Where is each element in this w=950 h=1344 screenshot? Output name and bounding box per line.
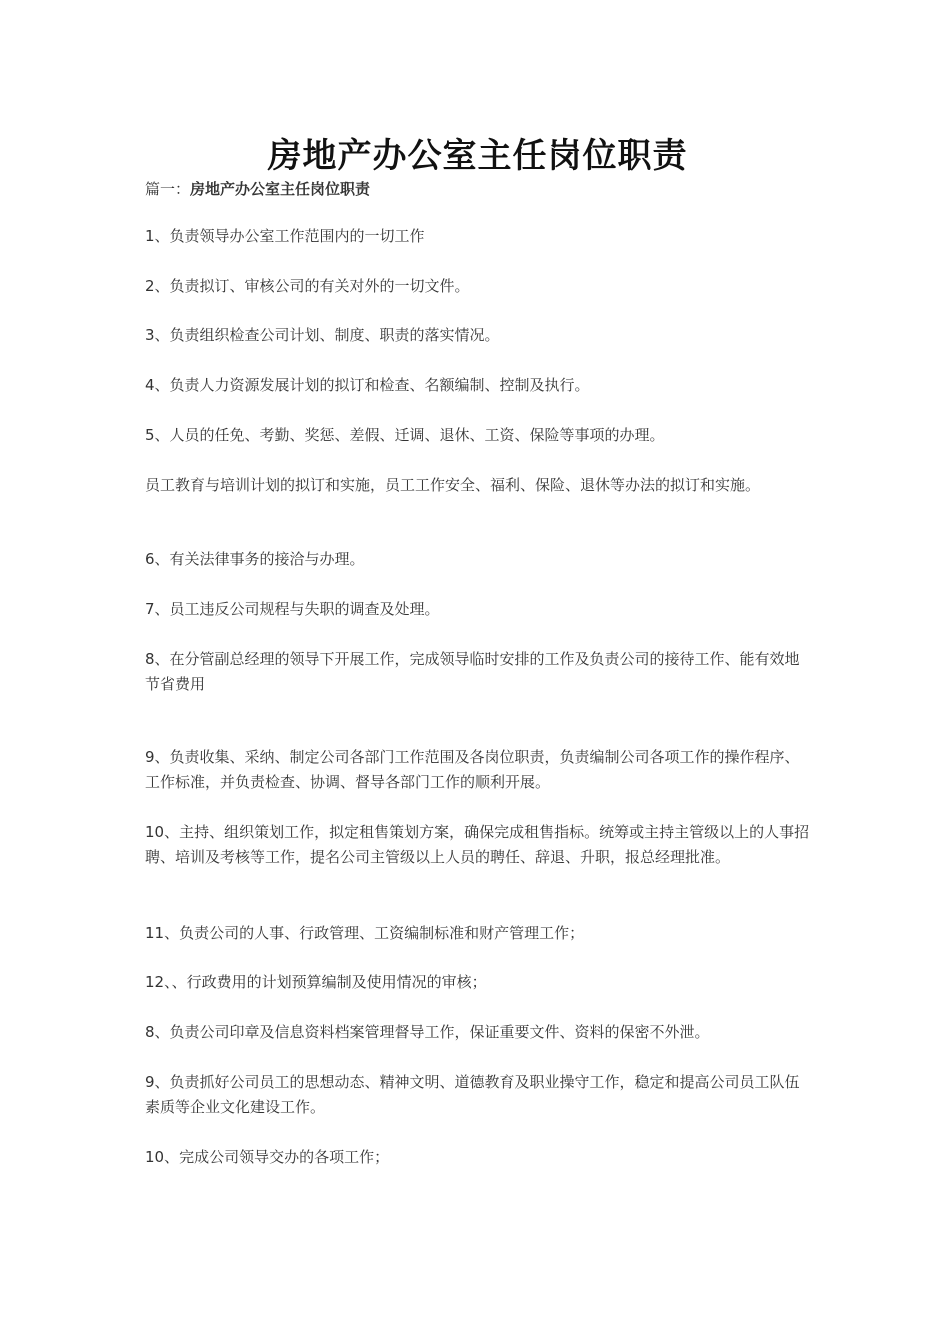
paragraph-16: 10、完成公司领导交办的各项工作； <box>145 1148 390 1166</box>
paragraph-2: 2、负责拟订、审核公司的有关对外的一切文件。 <box>145 277 470 295</box>
paragraph-1: 1、负责领导办公室工作范围内的一切工作 <box>145 227 425 245</box>
paragraph-4: 4、负责人力资源发展计划的拟订和检查、名额编制、控制及执行。 <box>145 376 590 394</box>
document-title: 房地产办公室主任岗位职责 <box>267 136 688 176</box>
paragraph-9: 8、在分管副总经理的领导下开展工作，完成领导临时安排的工作及负责公司的接待工作、能有效地节省费用 <box>145 650 800 693</box>
paragraph-11: 10、主持、组织策划工作，拟定租售策划方案，确保完成租售指标。统筹或主持主管级以上的人事招聘、培训及考核等工作，提名公司主管级以上人员的聘任、辞退、升职，报总经理批准。 <box>145 823 810 866</box>
paragraph-14: 8、负责公司印章及信息资料档案管理督导工作，保证重要文件、资料的保密不外泄。 <box>145 1023 710 1041</box>
document-subtitle <box>145 178 370 199</box>
subtitle-name: 房地产办公室主任岗位职责 <box>190 180 371 198</box>
paragraph-15: 9、负责抓好公司员工的思想动态、精神文明、道德教育及职业操守工作，稳定和提高公司员工队伍素质等企业文化建设工作。 <box>145 1073 800 1116</box>
paragraph-8: 7、员工违反公司规程与失职的调查及处理。 <box>145 600 440 618</box>
paragraph-13: 12、、行政费用的计划预算编制及使用情况的审核； <box>145 973 487 991</box>
subtitle-prefix: 篇一： <box>145 180 191 198</box>
paragraph-10: 9、负责收集、采纳、制定公司各部门工作范围及各岗位职责，负责编制公司各项工作的操作程序、工作标准，并负责检查、协调、督导各部门工作的顺利开展。 <box>145 748 800 791</box>
paragraph-6: 员工教育与培训计划的拟订和实施，员工工作安全、福利、保险、退休等办法的拟订和实施。 <box>145 476 761 494</box>
paragraph-5: 5、人员的任免、考勤、奖惩、差假、迁调、退休、工资、保险等事项的办理。 <box>145 426 665 444</box>
paragraph-7: 6、有关法律事务的接洽与办理。 <box>145 550 365 568</box>
paragraph-12: 11、负责公司的人事、行政管理、工资编制标准和财产管理工作； <box>145 924 585 942</box>
paragraph-3: 3、负责组织检查公司计划、制度、职责的落实情况。 <box>145 326 500 344</box>
